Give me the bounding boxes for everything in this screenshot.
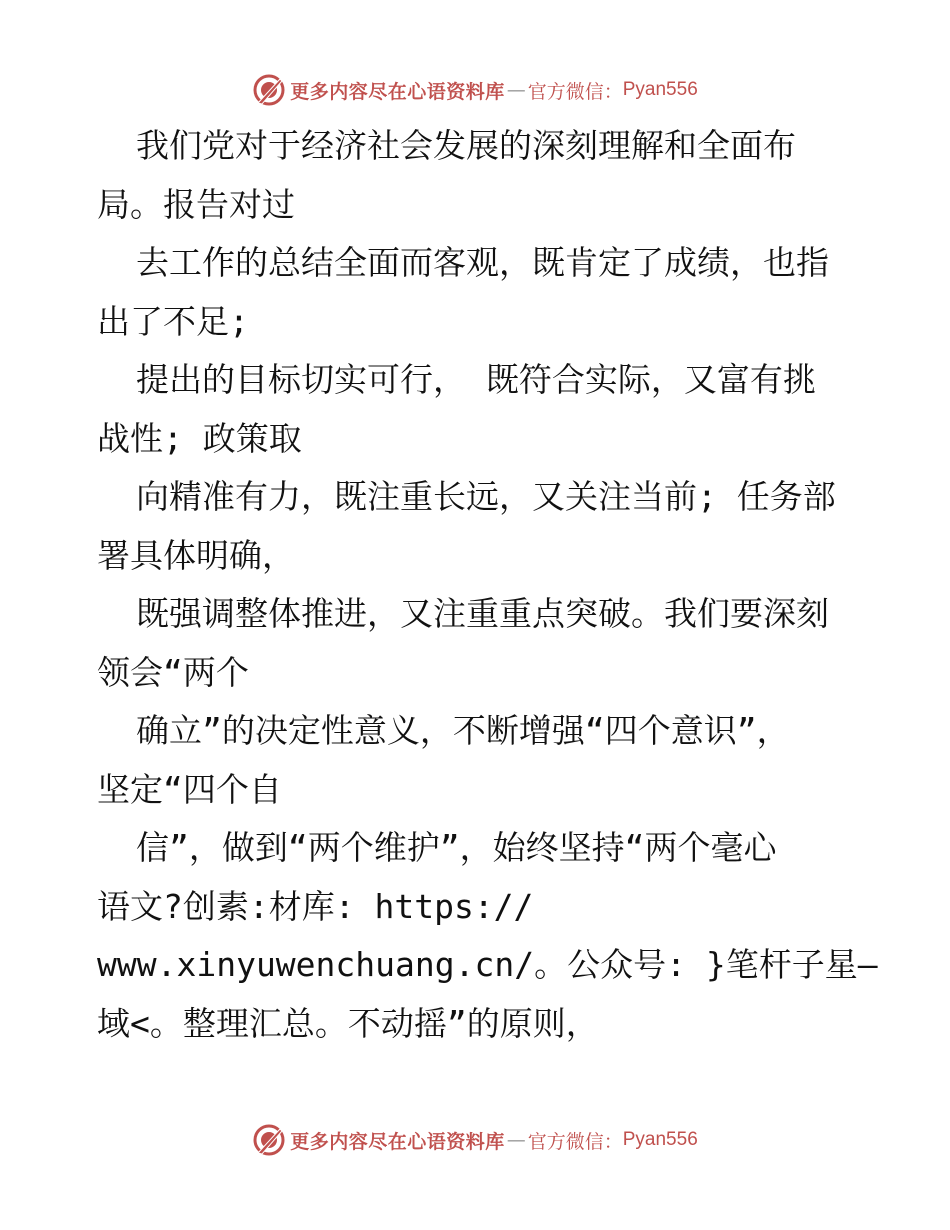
- header-wechat-label: 官方微信：: [527, 80, 623, 103]
- footer-brand-text: 更多内容尽在心语资料库: [290, 1130, 505, 1153]
- header-brand-text: 更多内容尽在心语资料库: [290, 80, 505, 103]
- text-line: 向精准有力，既注重长远，又关注当前; 任务部: [136, 477, 836, 516]
- text-line: 既强调整体推进，又注重重点突破。我们要深刻: [136, 594, 829, 633]
- text-line: 我们党对于经济社会发展的深刻理解和全面布: [136, 126, 796, 165]
- text-line: 确立”的决定性意义，不断增强“四个意识”，: [136, 711, 790, 750]
- text-line: 领会“两个: [97, 652, 249, 692]
- text-line: 局。报告对过: [97, 184, 295, 224]
- text-line: 域<。整理汇总。不动摇”的原则，: [97, 1003, 599, 1043]
- footer-wechat-id: Pyan556: [622, 1129, 698, 1150]
- text-line: 署具体明确，: [97, 535, 295, 575]
- footer-banner: [0, 1120, 950, 1160]
- header-separator: —: [506, 79, 526, 101]
- text-line: 坚定“四个自: [97, 769, 282, 809]
- text-line: 语文?创素:材库: https://: [97, 886, 534, 926]
- header-banner: [0, 70, 950, 110]
- text-line: 战性; 政策取: [97, 418, 302, 458]
- quill-logo-icon: [252, 73, 286, 107]
- text-line: 出了不足;: [97, 301, 249, 341]
- footer-wechat-label: 官方微信：: [527, 1130, 623, 1153]
- text-line: 信”，做到“两个维护”，始终坚持“两个毫心: [136, 828, 777, 867]
- footer-separator: —: [506, 1129, 526, 1151]
- document-body: [97, 117, 878, 1053]
- text-line: 提出的目标切实可行， 既符合实际，又富有挑: [136, 360, 816, 399]
- header-wechat-id: Pyan556: [622, 79, 698, 100]
- text-line: www.xinyuwenchuang.cn/。公众号: }笔杆子星—: [97, 945, 878, 984]
- quill-logo-icon: [252, 1123, 286, 1157]
- text-line: 去工作的总结全面而客观，既肯定了成绩，也指: [136, 243, 829, 282]
